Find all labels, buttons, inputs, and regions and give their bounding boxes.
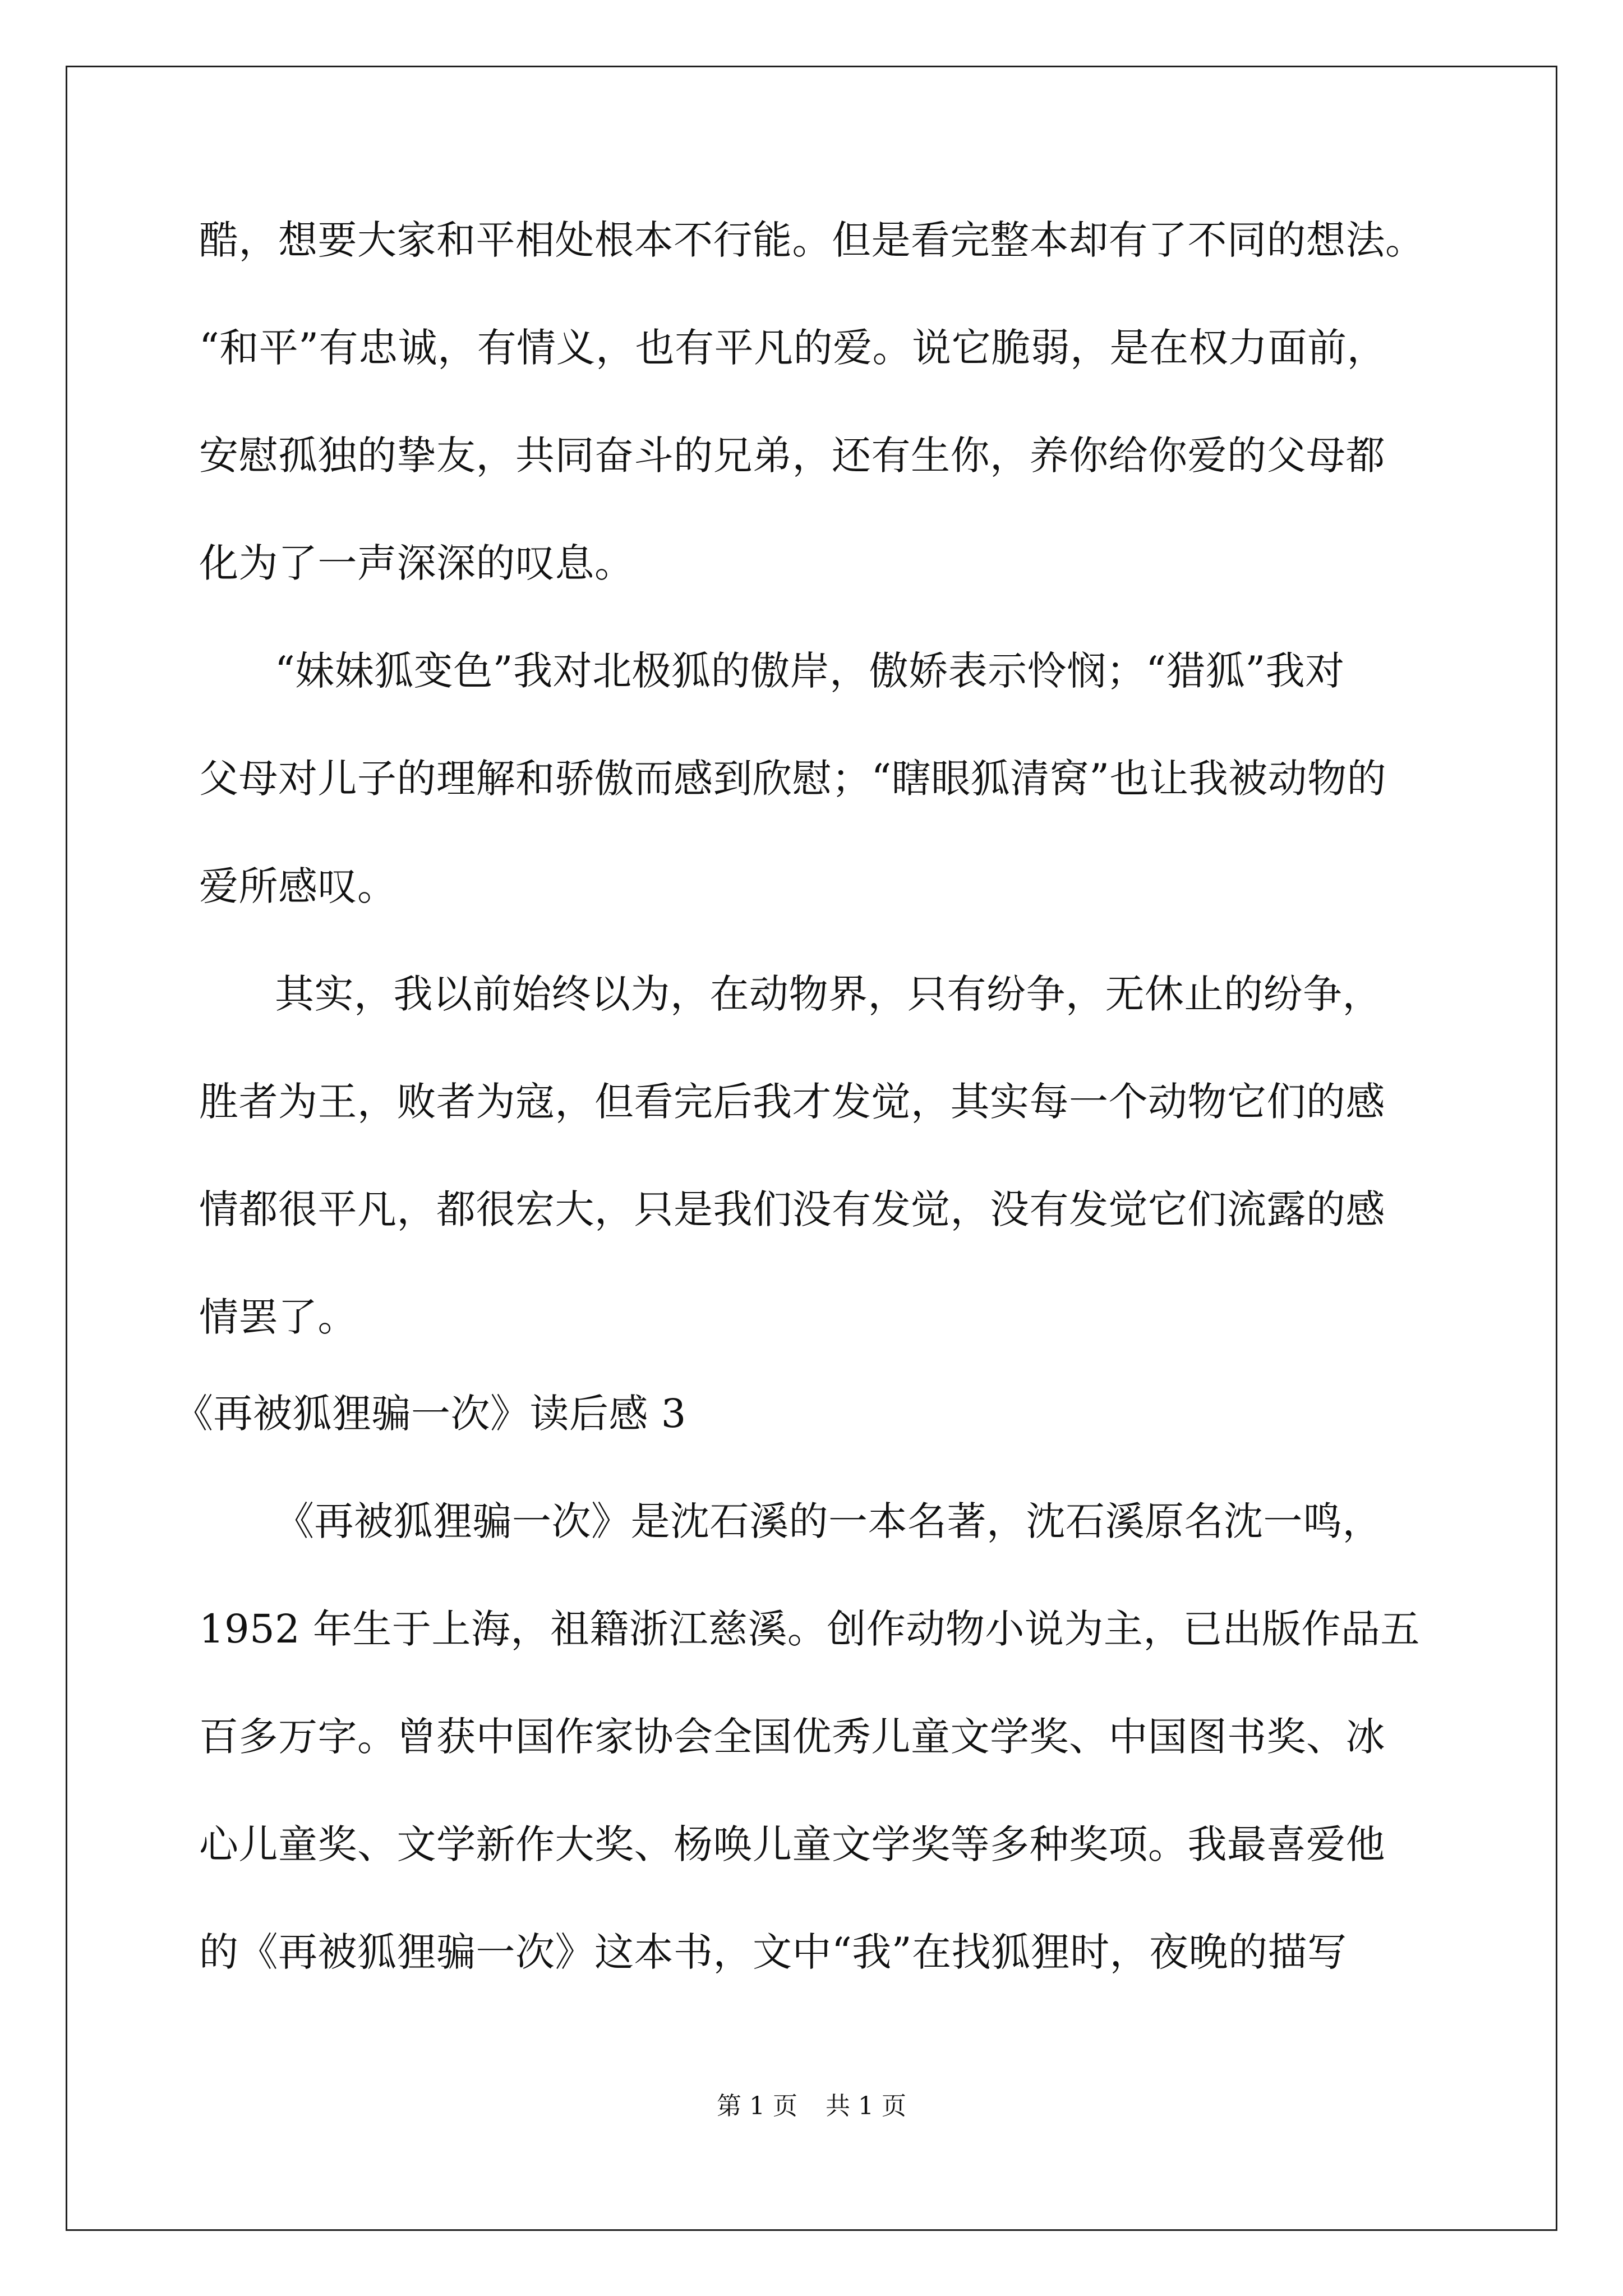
paragraph-start-line: 其实，我以前始终以为，在动物界，只有纷争，无休止的纷争， [275, 971, 1382, 1017]
body-text-line: 安慰孤独的挚友，共同奋斗的兄弟，还有生你，养你给你爱的父母都 [199, 432, 1385, 478]
body-text-line: 百多万字。曾获中国作家协会全国优秀儿童文学奖、中国图书奖、冰 [199, 1714, 1385, 1760]
section-heading: 《再被狐狸骗一次》读后感 3 [174, 1391, 686, 1437]
body-text-line: 父母对儿子的理解和骄傲而感到欣慰；“瞎眼狐清窝”也让我被动物的 [199, 756, 1387, 802]
body-text-line: 胜者为王，败者为寇，但看完后我才发觉，其实每一个动物它们的感 [199, 1079, 1385, 1125]
body-text-line: 酷，想要大家和平相处根本不行能。但是看完整本却有了不同的想法。 [199, 217, 1425, 263]
body-text-line: 爱所感叹。 [199, 863, 397, 909]
body-text-line: 1952 年生于上海，祖籍浙江慈溪。创作动物小说为主，已出版作品五 [199, 1606, 1420, 1652]
paragraph-start-line: “妹妹狐变色”我对北极狐的傲岸，傲娇表示怜悯；“猎狐”我对 [275, 648, 1345, 694]
page-border [66, 66, 1557, 2231]
body-text-line: 情都很平凡，都很宏大，只是我们没有发觉，没有发觉它们流露的感 [199, 1186, 1385, 1232]
body-text-line: “和平”有忠诚，有情义，也有平凡的爱。说它脆弱，是在权力面前， [199, 325, 1387, 371]
body-text-line: 心儿童奖、文学新作大奖、杨唤儿童文学奖等多种奖项。我最喜爱他 [199, 1821, 1385, 1867]
body-text-line: 的《再被狐狸骗一次》这本书，文中“我”在找狐狸时，夜晚的描写 [199, 1929, 1347, 1975]
page-number-current: 第 1 页 [717, 2092, 797, 2120]
page-footer [0, 2090, 1623, 2123]
paragraph-start-line: 《再被狐狸骗一次》是沈石溪的一本名著，沈石溪原名沈一鸣， [275, 1498, 1382, 1544]
page-number-total: 共 1 页 [826, 2092, 906, 2120]
body-text-line: 化为了一声深深的叹息。 [199, 540, 634, 586]
body-text-line: 情罢了。 [199, 1294, 357, 1340]
